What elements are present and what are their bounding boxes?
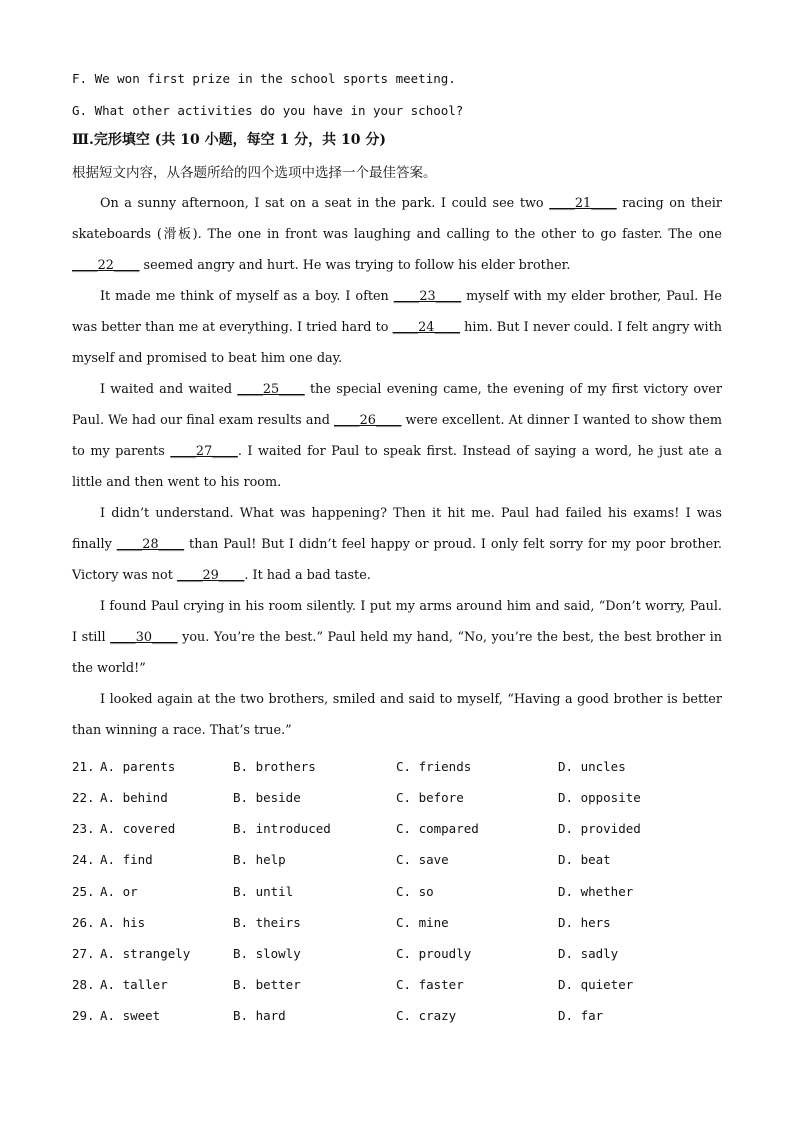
option-a: A. find [100, 852, 153, 867]
option-d: D. beat [558, 852, 611, 867]
question-row [72, 852, 722, 870]
passage-text: seemed angry and hurt. He was trying to follow his elder brother. [139, 258, 571, 273]
option-c: C. crazy [396, 1008, 457, 1023]
option-g-line: G. What other activities do you have in your school? [72, 103, 464, 118]
option-c: C. compared [396, 821, 479, 836]
section-instruction: 根据短文内容，从各题所给的四个选项中选择一个最佳答案。 [72, 165, 437, 181]
option-a: A. sweet [100, 1008, 161, 1023]
option-d: D. far [558, 1008, 604, 1023]
question-row [72, 884, 722, 902]
question-row [72, 946, 722, 964]
question-number: 24. [72, 852, 95, 867]
option-a: A. covered [100, 821, 176, 836]
option-f-line: F. We won first prize in the school sports meeting. [72, 71, 456, 86]
passage-text: I waited and waited [100, 382, 238, 397]
passage-text: than Paul! But I didn’t feel happy or proud. I only felt sorry for my poor brother. Victory was not [72, 537, 722, 583]
question-row [72, 790, 722, 808]
option-c: C. mine [396, 915, 449, 930]
option-c: C. before [396, 790, 464, 805]
passage-text: . I waited for Paul to speak first. Instead of saying a word, he just ate a little and then went to his room. [72, 444, 722, 490]
cloze-passage [72, 188, 722, 746]
passage-text: It made me think of myself as a boy. I often [100, 289, 394, 304]
option-d: D. whether [558, 884, 634, 899]
passage-text: . It had a bad taste. [244, 568, 371, 583]
question-number: 29. [72, 1008, 95, 1023]
question-number: 25. [72, 884, 95, 899]
question-row [72, 977, 722, 995]
question-number: 26. [72, 915, 95, 930]
paragraph-1 [72, 188, 722, 281]
option-b: B. hard [233, 1008, 286, 1023]
option-d: D. uncles [558, 759, 626, 774]
option-d: D. opposite [558, 790, 641, 805]
blank-30: ____30____ [110, 630, 178, 645]
option-d: D. hers [558, 915, 611, 930]
blank-25: ____25____ [237, 382, 305, 397]
question-number: 23. [72, 821, 95, 836]
option-b: B. brothers [233, 759, 316, 774]
blank-24: ____24____ [392, 320, 461, 335]
option-b: B. beside [233, 790, 301, 805]
option-a: A. taller [100, 977, 168, 992]
option-c: C. faster [396, 977, 464, 992]
blank-21: ____21____ [549, 196, 617, 211]
question-number: 22. [72, 790, 95, 805]
option-a: A. parents [100, 759, 176, 774]
option-a: A. or [100, 884, 138, 899]
blank-27: ____27____ [170, 444, 238, 459]
option-a: A. strangely [100, 946, 191, 961]
question-number: 28. [72, 977, 95, 992]
option-c: C. proudly [396, 946, 472, 961]
blank-22: ____22____ [72, 258, 140, 273]
question-row [72, 915, 722, 933]
passage-text: racing on their skateboards (滑板). The one in front was laughing and calling to the other to go faster. The one [72, 196, 722, 242]
option-a: A. behind [100, 790, 168, 805]
passage-text: were excellent. At dinner I wanted to show them to my parents [72, 413, 722, 459]
option-b: B. help [233, 852, 286, 867]
question-row [72, 1008, 722, 1026]
option-c: C. so [396, 884, 434, 899]
paragraph-5 [72, 591, 722, 684]
question-number: 27. [72, 946, 95, 961]
paragraph-3 [72, 374, 722, 498]
option-b: B. theirs [233, 915, 301, 930]
section-title: Ⅲ.完形填空 (共 10 小题，每空 1 分，共 10 分) [72, 132, 386, 148]
option-b: B. better [233, 977, 301, 992]
passage-text: I found Paul crying in his room silently. I put my arms around him and said, “Don’t worry, Paul. I still [72, 599, 722, 645]
passage-text: him. But I never could. I felt angry with myself and promised to beat him one day. [72, 320, 722, 366]
option-b: B. introduced [233, 821, 331, 836]
blank-23: ____23____ [393, 289, 462, 304]
passage-text: I didn’t understand. What was happening? Then it hit me. Paul had failed his exams! I was finally [72, 506, 722, 552]
option-d: D. quieter [558, 977, 634, 992]
blank-28: ____28____ [116, 537, 185, 552]
blank-29: ____29____ [176, 568, 245, 583]
paragraph-4 [72, 498, 722, 591]
question-row [72, 759, 722, 777]
passage-text: you. You’re the best.” Paul held my hand, “No, you’re the best, the best brother in the world!” [72, 630, 722, 676]
paragraph-2 [72, 281, 722, 374]
option-b: B. slowly [233, 946, 301, 961]
question-number: 21. [72, 759, 95, 774]
option-d: D. sadly [558, 946, 619, 961]
question-row [72, 821, 722, 839]
passage-text: the special evening came, the evening of my first victory over Paul. We had our final exam results and [72, 382, 722, 428]
option-c: C. save [396, 852, 449, 867]
paragraph-6 [72, 684, 722, 746]
passage-text: On a sunny afternoon, I sat on a seat in the park. I could see two [100, 196, 550, 211]
option-b: B. until [233, 884, 294, 899]
passage-text: myself with my elder brother, Paul. He was better than me at everything. I tried hard to [72, 289, 723, 335]
passage-text: I looked again at the two brothers, smiled and said to myself, “Having a good brother is better than winning a race. That’s true.” [72, 692, 722, 738]
option-a: A. his [100, 915, 146, 930]
option-d: D. provided [558, 821, 641, 836]
blank-26: ____26____ [333, 413, 402, 428]
option-c: C. friends [396, 759, 472, 774]
